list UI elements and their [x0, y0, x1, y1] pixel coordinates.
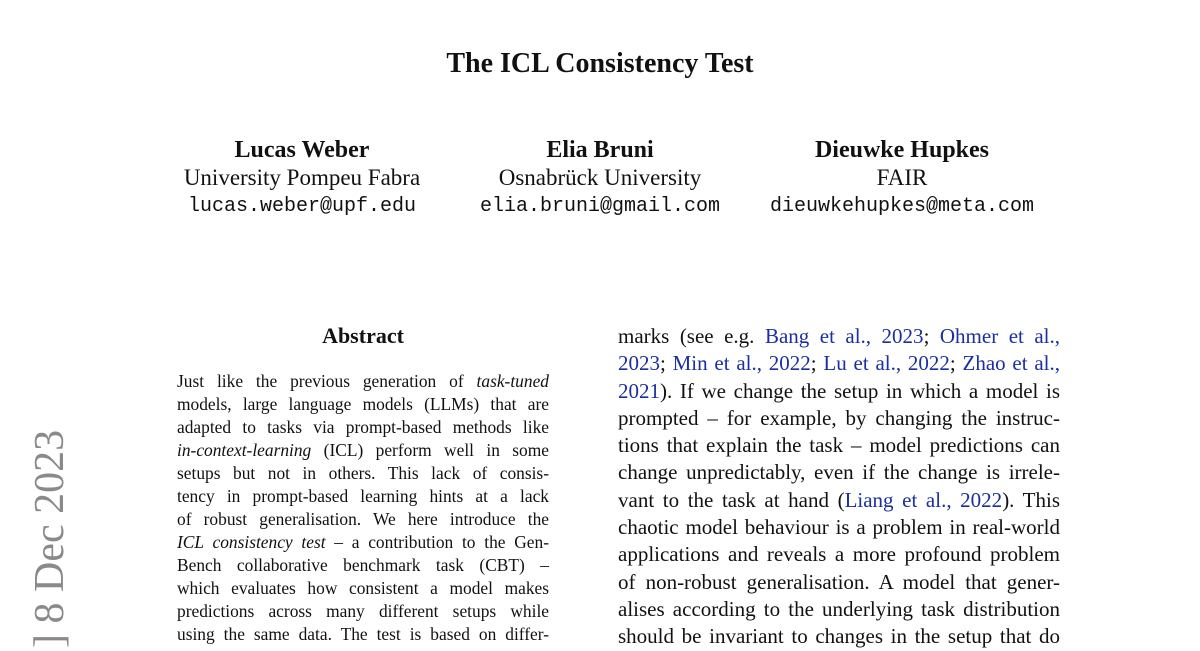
text-run: vant to the task at hand (	[618, 487, 845, 512]
abstract-line	[177, 508, 549, 531]
abstract-line	[177, 485, 549, 508]
italic-term: in-context-learning	[177, 440, 312, 460]
citation-link[interactable]: Lu et al., 2022	[823, 351, 950, 376]
body-line	[618, 623, 1060, 650]
italic-term: ICL consistency test	[177, 532, 326, 552]
abstract-line	[177, 439, 549, 462]
abstract-line	[177, 462, 549, 485]
body-line	[618, 541, 1060, 568]
text-run: predictions across many different setups while	[177, 601, 549, 621]
body-column	[618, 323, 1060, 651]
citation-link[interactable]: Bang et al., 2023	[764, 324, 924, 348]
body-line	[618, 569, 1060, 596]
arxiv-side-stamp: ] 8 Dec 2023	[27, 429, 73, 648]
text-run: of non-robust generalisation. A model that gener-	[618, 569, 1060, 594]
body-line	[618, 596, 1060, 623]
text-run: ;	[810, 351, 824, 376]
citation-link[interactable]: Ohmer et al.,	[939, 324, 1061, 348]
author-affiliation: University Pompeu Fabra	[183, 165, 421, 190]
text-run: marks (see e.g.	[618, 324, 765, 348]
text-run: Just like the previous generation of	[177, 371, 477, 391]
body-line	[618, 459, 1060, 486]
text-run: should be invariant to changes in the setup that do	[618, 624, 1060, 649]
abstract-line	[177, 393, 549, 416]
text-run: setups but not in others. This lack of consis-	[177, 463, 549, 483]
abstract-line	[177, 554, 549, 577]
text-run: – a contribution to the Gen-	[325, 532, 549, 552]
author-name: Elia Bruni	[546, 137, 654, 163]
body-line	[618, 405, 1060, 432]
body-line	[618, 350, 1060, 377]
text-run: applications and reveals a more profound problem	[618, 542, 1060, 567]
author-affiliation: Osnabrück University	[498, 165, 702, 190]
text-run: ). If we change the setup in which a model is	[660, 378, 1060, 403]
text-run: tions that explain the task – model predictions can	[618, 433, 1060, 458]
author-name: Lucas Weber	[234, 137, 370, 163]
text-run: of robust generalisation. We here introduce the	[177, 509, 549, 529]
author-email: elia.bruni@gmail.com	[479, 195, 721, 218]
text-run: using the same data. The test is based on differ-	[177, 624, 549, 644]
citation-link[interactable]: 2021	[618, 378, 660, 403]
text-run: ;	[660, 351, 673, 376]
text-run: ;	[949, 351, 963, 376]
text-run: Bench collaborative benchmark task (CBT) –	[177, 555, 549, 575]
text-run: ;	[923, 324, 940, 348]
author-block-1	[152, 136, 452, 222]
text-run: ). This	[1002, 487, 1060, 512]
text-run: alises according to the underlying task distribution	[618, 596, 1060, 621]
citation-link[interactable]: 2023	[618, 351, 660, 376]
text-run: (ICL) perform well in some	[311, 440, 549, 460]
author-block-3	[752, 136, 1052, 222]
body-line	[618, 323, 1060, 350]
citation-link[interactable]: Zhao et al.,	[962, 351, 1061, 376]
body-line	[618, 514, 1060, 541]
italic-term: task-tuned	[476, 371, 549, 391]
abstract-heading: Abstract	[322, 323, 404, 348]
abstract-line	[177, 623, 549, 646]
text-run: chaotic model behaviour is a problem in real-world	[618, 515, 1060, 540]
abstract-line	[177, 416, 549, 439]
abstract-line	[177, 370, 549, 393]
abstract-line	[177, 531, 549, 554]
abstract-line	[177, 600, 549, 623]
abstract-body	[177, 370, 549, 646]
body-line	[618, 487, 1060, 514]
text-run: adapted to tasks via prompt-based methods like	[177, 417, 549, 437]
paper-title: The ICL Consistency Test	[446, 48, 754, 79]
body-line	[618, 378, 1060, 405]
text-run: change unpredictably, even if the change is irrele-	[618, 460, 1060, 485]
author-email: lucas.weber@upf.edu	[187, 195, 417, 218]
abstract-line	[177, 577, 549, 600]
citation-link[interactable]: Min et al., 2022	[672, 351, 811, 376]
citation-link[interactable]: Liang et al., 2022	[844, 487, 1003, 512]
text-run: tency in prompt-based learning hints at a lack	[177, 486, 549, 506]
text-run: which evaluates how consistent a model makes	[177, 578, 549, 598]
author-affiliation: FAIR	[876, 165, 928, 190]
author-name: Dieuwke Hupkes	[814, 137, 990, 163]
author-block-2	[450, 136, 750, 222]
text-run: models, large language models (LLMs) that are	[177, 394, 549, 414]
text-run: prompted – for example, by changing the instruc-	[618, 405, 1060, 430]
author-email: dieuwkehupkes@meta.com	[769, 195, 1035, 218]
body-line	[618, 432, 1060, 459]
